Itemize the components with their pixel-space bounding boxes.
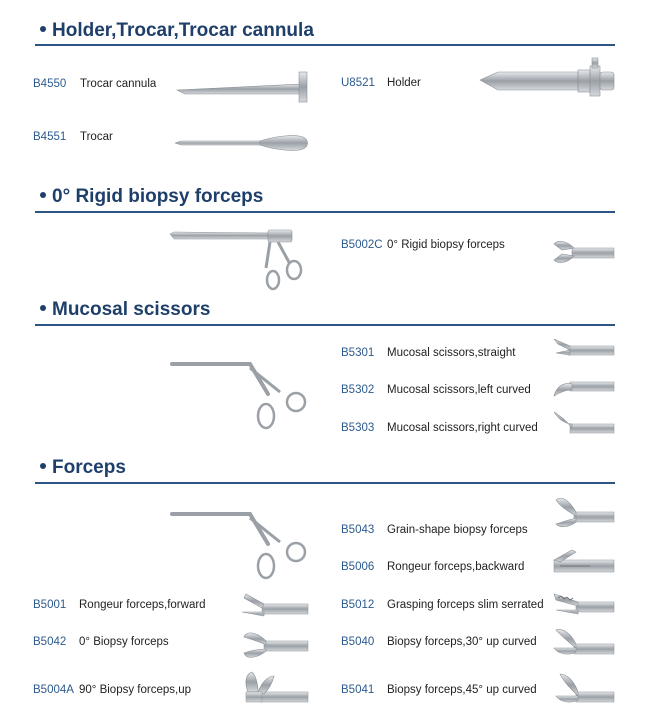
scissors-left-tip-image — [552, 374, 616, 402]
scissors-right-tip-image — [552, 410, 616, 440]
product-code: B5040 — [341, 636, 375, 648]
biopsy-0-tip-image — [240, 627, 310, 663]
product-code: B5004A — [33, 684, 74, 696]
section-title-text: Forceps — [52, 457, 126, 478]
product-name: Mucosal scissors,straight — [387, 347, 516, 359]
grasping-serrated-tip-image — [550, 588, 616, 620]
product-name: Trocar cannula — [80, 78, 157, 90]
product-name: Rongeur forceps,forward — [79, 599, 206, 611]
holder-image — [478, 58, 618, 103]
product-name: 90° Biopsy forceps,up — [79, 684, 191, 696]
section-title-holder-trocar — [40, 20, 314, 42]
section-title-forceps — [40, 457, 126, 479]
bullet-icon — [40, 192, 46, 198]
section-title-text: Mucosal scissors — [52, 299, 211, 320]
grain-shape-tip-image — [552, 492, 616, 532]
product-name: Biopsy forceps,30° up curved — [387, 636, 537, 648]
product-code: B5041 — [341, 684, 375, 696]
rongeur-backward-tip-image — [550, 548, 616, 580]
bullet-icon — [40, 26, 46, 32]
product-code: B5301 — [341, 347, 375, 359]
rongeur-forward-tip-image — [240, 590, 310, 622]
product-code: B5001 — [33, 599, 67, 611]
rigid-biopsy-forceps-image — [170, 228, 300, 293]
product-name: Holder — [387, 77, 421, 89]
forceps-image — [170, 508, 310, 583]
product-code: B5002C — [341, 239, 383, 251]
biopsy-30-tip-image — [550, 624, 616, 664]
section-title-rigid-biopsy — [40, 186, 263, 208]
product-code: B5006 — [341, 561, 375, 573]
bullet-icon — [40, 463, 46, 469]
section-title-text: 0° Rigid biopsy forceps — [52, 186, 264, 207]
product-code: B5303 — [341, 422, 375, 434]
product-name: Mucosal scissors,left curved — [387, 384, 531, 396]
product-code: B5042 — [33, 636, 67, 648]
product-name: Rongeur forceps,backward — [387, 561, 525, 573]
product-name: Biopsy forceps,45° up curved — [387, 684, 537, 696]
product-code: B4550 — [33, 78, 67, 90]
section-divider — [35, 44, 615, 46]
product-name: Grasping forceps slim serrated — [387, 599, 544, 611]
product-name: 0° Rigid biopsy forceps — [387, 239, 505, 251]
biopsy-90-up-tip-image — [240, 670, 310, 714]
section-title-text: Holder,Trocar,Trocar cannula — [52, 20, 314, 41]
section-title-mucosal-scissors — [40, 299, 210, 321]
product-name: Grain-shape biopsy forceps — [387, 524, 528, 536]
scissors-straight-tip-image — [552, 336, 616, 362]
trocar-image — [175, 132, 310, 154]
product-code: B4551 — [33, 131, 67, 143]
biopsy-45-tip-image — [550, 670, 616, 714]
bullet-icon — [40, 305, 46, 311]
mucosal-scissors-image — [170, 358, 310, 433]
rigid-biopsy-tip-image — [552, 236, 616, 268]
product-code: B5043 — [341, 524, 375, 536]
trocar-cannula-image — [175, 70, 310, 105]
section-divider — [35, 324, 615, 326]
product-code: B5302 — [341, 384, 375, 396]
product-code: B5012 — [341, 599, 375, 611]
section-divider — [35, 211, 615, 213]
product-code: U8521 — [341, 77, 375, 89]
section-divider — [35, 482, 615, 484]
product-name: 0° Biopsy forceps — [79, 636, 169, 648]
product-name: Trocar — [80, 131, 113, 143]
product-name: Mucosal scissors,right curved — [387, 422, 538, 434]
